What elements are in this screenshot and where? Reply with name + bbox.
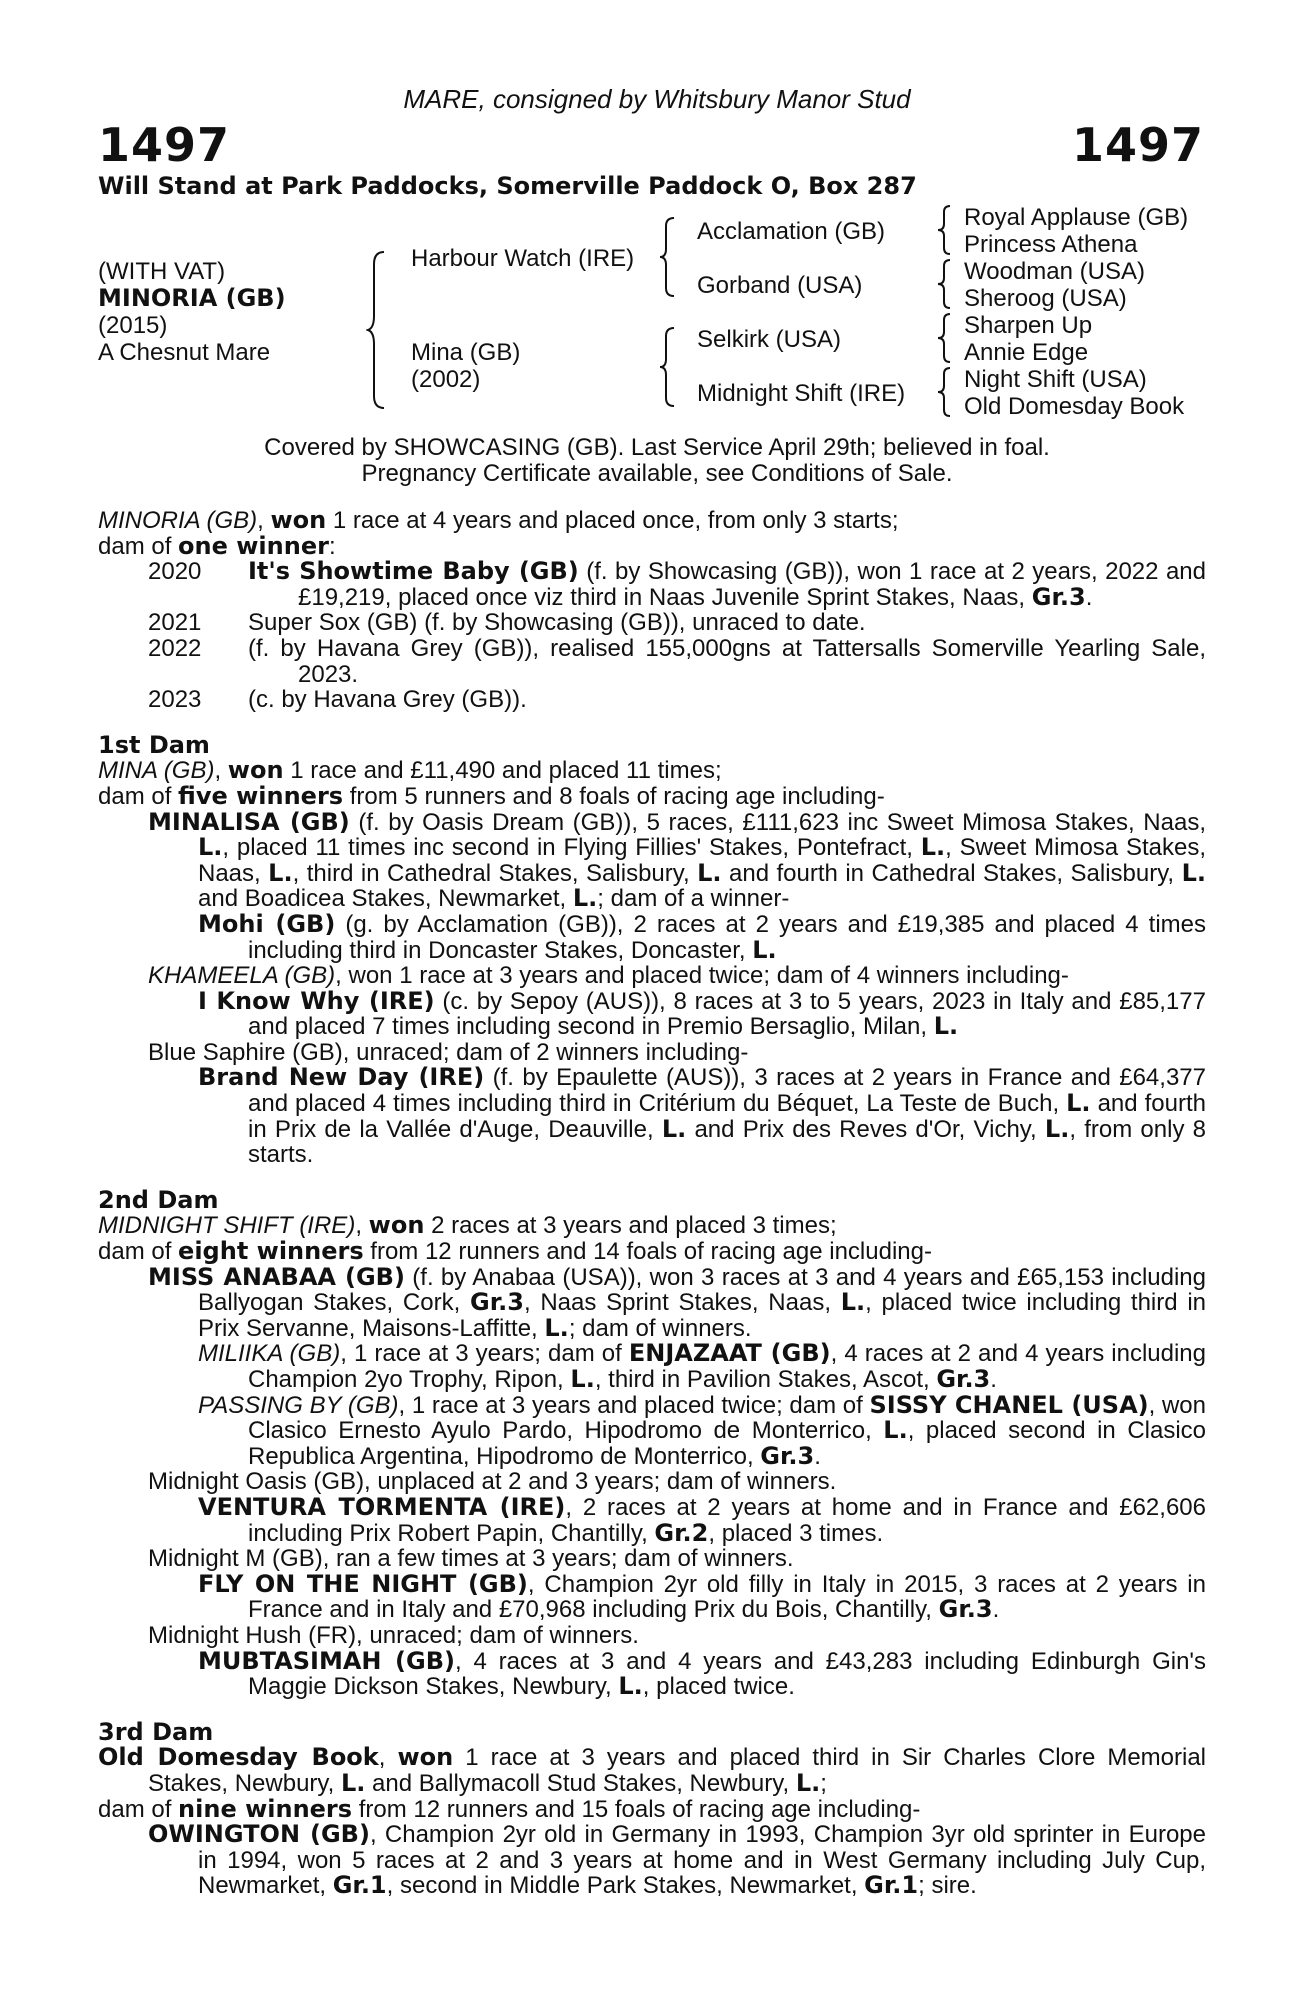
second-dam-produce: dam of eight winners from 12 runners and 14 foals of racing age including- — [98, 1237, 932, 1266]
pedigree-dam: Mina (GB) — [411, 339, 521, 366]
third-dam-heading: 3rd Dam — [98, 1717, 214, 1746]
produce-entry-miss-anabaa: MISS ANABAA (GB) (f. by Anabaa (USA)), won 3 races at 3 and 4 years and £65,153 including Ballyogan Stakes, Cork, Gr.3, Naas Sprint Stakes, Naas, L., placed twice including third in Prix Servanne, Maisons-Laffitte, L.; dam of winners. — [148, 1262, 1206, 1342]
pedigree-dam-sire: Selkirk (USA) — [697, 326, 842, 353]
pedigree-brace-g1 — [936, 204, 956, 256]
pedigree-gg-6: Annie Edge — [964, 339, 1089, 366]
produce-entry-midnight-oasis: Midnight Oasis (GB), unplaced at 2 and 3 years; dam of winners. — [148, 1468, 837, 1496]
cover-line-2: Pregnancy Certificate available, see Conditions of Sale. — [361, 460, 953, 487]
produce-entry-blue-saphire: Blue Saphire (GB), unraced; dam of 2 winners including- — [148, 1038, 749, 1066]
pedigree-brace-sire — [658, 216, 682, 298]
pedigree-gg-1: Royal Applause (GB) — [964, 204, 1189, 231]
catalogue-body — [98, 508, 1206, 1899]
first-dam-heading: 1st Dam — [98, 730, 210, 759]
pedigree-brace-g2 — [936, 258, 956, 310]
first-dam-produce: dam of five winners from 5 runners and 8 foals of racing age including- — [98, 781, 885, 810]
first-dam-record: MINA (GB), won 1 race and £11,490 and placed 11 times; — [98, 756, 722, 785]
produce-entry-fly-on-the-night: FLY ON THE NIGHT (GB), Champion 2yr old filly in Italy in 2015, 3 races at 2 years in France and in Italy and £70,968 including Prix du Bois, Chantilly, Gr.3. — [198, 1569, 1206, 1624]
produce-entry-minalisa: MINALISA (GB) (f. by Oasis Dream (GB)), 5 races, £111,623 inc Sweet Mimosa Stakes, Naas, L., placed 11 times inc second in Flying Fillies' Stakes, Pontefract, L., Sweet Mimosa Stakes, Naas, L., third in Cathedral Stakes, Salisbury, L. and fourth in Cathedral Stakes, Salisbury, L. and Boadicea Stakes, Newmarket, L.; dam of a winner- — [148, 807, 1206, 913]
pedigree-brace-g4 — [936, 366, 956, 418]
produce-entry-owington: OWINGTON (GB), Champion 2yr old in Germany in 1993, Champion 3yr old sprinter in Europe in 1994, won 5 races at 2 and 3 years at home and in West Germany including July Cup, Newmarket, Gr.1, second in Middle Park Stakes, Newmarket, Gr.1; sire. — [148, 1820, 1207, 1900]
produce-entry-mubtasimah: MUBTASIMAH (GB), 4 races at 3 and 4 years and £43,283 including Edinburgh Gin's Maggie Dickson Stakes, Newbury, L., placed twice. — [198, 1646, 1206, 1701]
horse-name: MINORIA (GB) — [98, 284, 286, 312]
produce-entry-khameela: KHAMEELA (GB), won 1 race at 3 years and placed twice; dam of 4 winners including- — [148, 962, 1069, 990]
pedigree-brace-main — [366, 250, 396, 410]
vat-label: (WITH VAT) — [98, 258, 226, 285]
progeny-row: 2021 Super Sox (GB) (f. by Showcasing (GB)), unraced to date. — [148, 609, 866, 637]
produce-entry-mohi: Mohi (GB) (g. by Acclamation (GB)), 2 races at 2 years and £19,385 and placed 4 times including third in Doncaster Stakes, Doncaster, L. — [198, 909, 1207, 964]
horse-description: A Chesnut Mare — [98, 339, 271, 366]
produce-entry-miliika: MILIIKA (GB), 1 race at 3 years; dam of ENJAZAAT (GB), 4 races at 2 and 4 years including Champion 2yo Trophy, Ripon, L., third in Pavilion Stakes, Ascot, Gr.3. — [198, 1339, 1207, 1393]
progeny-row: 2020 It's Showtime Baby (GB) (f. by Showcasing (GB)), won 1 race at 2 years, 2022 and £19,219, placed once viz third in Naas Juvenile Sprint Stakes, Naas, Gr.3. — [148, 557, 1207, 611]
lot-number-left: 1497 — [98, 118, 231, 172]
progeny-row: 2022 (f. by Havana Grey (GB)), realised 155,000gns at Tattersalls Somerville Yearling Sale, 2023. — [148, 634, 1206, 688]
horse-year: (2015) — [98, 312, 168, 339]
pedigree-sire: Harbour Watch (IRE) — [411, 245, 635, 272]
pedigree-gg-2: Princess Athena — [964, 231, 1138, 258]
produce-entry-ventura-tormenta: VENTURA TORMENTA (IRE), 2 races at 2 years at home and in France and £62,606 including Prix Robert Papin, Chantilly, Gr.2, placed 3 times. — [198, 1492, 1206, 1547]
pedigree-sire-dam: Gorband (USA) — [697, 272, 863, 299]
produce-entry-i-know-why: I Know Why (IRE) (c. by Sepoy (AUS)), 8 races at 3 to 5 years, 2023 in Italy and £85,177 and placed 7 times including second in Premio Bersaglio, Milan, L. — [198, 986, 1206, 1041]
pedigree-gg-8: Old Domesday Book — [964, 393, 1185, 420]
own-dam-of: dam of one winner: — [98, 531, 336, 560]
pedigree-gg-4: Sheroog (USA) — [964, 285, 1127, 312]
pedigree-sire-sire: Acclamation (GB) — [697, 218, 886, 245]
lot-number-right: 1497 — [1071, 118, 1204, 172]
produce-entry-passing-by: PASSING BY (GB), 1 race at 3 years and placed twice; dam of SISSY CHANEL (USA), won Clasico Ernesto Ayulo Pardo, Hipodromo de Monterrico, L., placed second in Clasico Republica Argentina, Hipodromo de Monterrico, Gr.3. — [198, 1390, 1207, 1470]
pedigree-dam-year: (2002) — [411, 366, 481, 393]
third-dam-produce: dam of nine winners from 12 runners and 15 foals of racing age including- — [98, 1794, 921, 1823]
pedigree-gg-3: Woodman (USA) — [964, 258, 1145, 285]
pedigree-gg-7: Night Shift (USA) — [964, 366, 1147, 393]
pedigree-brace-dam — [658, 326, 682, 408]
second-dam-record: MIDNIGHT SHIFT (IRE), won 2 races at 3 years and placed 3 times; — [98, 1211, 837, 1240]
cover-line-1: Covered by SHOWCASING (GB). Last Service April 29th; believed in foal. — [264, 434, 1050, 461]
pedigree-dam-dam: Midnight Shift (IRE) — [697, 380, 906, 407]
produce-entry-midnight-hush: Midnight Hush (FR), unraced; dam of winners. — [148, 1621, 639, 1649]
produce-entry-midnight-m: Midnight M (GB), ran a few times at 3 years; dam of winners. — [148, 1545, 794, 1573]
stand-location: Will Stand at Park Paddocks, Somerville Paddock O, Box 287 — [98, 172, 917, 200]
consignor-line: MARE, consigned by Whitsbury Manor Stud — [403, 84, 911, 114]
progeny-row: 2023 (c. by Havana Grey (GB)). — [148, 686, 527, 714]
pedigree-brace-g3 — [936, 312, 956, 364]
second-dam-heading: 2nd Dam — [98, 1185, 219, 1214]
pedigree-gg-5: Sharpen Up — [964, 312, 1093, 339]
own-record: MINORIA (GB), won 1 race at 4 years and placed once, from only 3 starts; — [98, 506, 899, 534]
third-dam-record: Old Domesday Book, won 1 race at 3 years and placed third in Sir Charles Clore Memorial Stakes, Newbury, L. and Ballymacoll Stud Stakes, Newbury, L.; — [98, 1743, 1207, 1797]
produce-entry-brand-new-day: Brand New Day (IRE) (f. by Epaulette (AUS)), 3 races at 2 years in France and £64,377 and placed 4 times including third in Critérium du Béquet, La Teste de Buch, L. and fourth in Prix de la Vallée d'Auge, Deauville, L. and Prix des Reves d'Or, Vichy, L., from only 8 starts. — [198, 1063, 1207, 1169]
